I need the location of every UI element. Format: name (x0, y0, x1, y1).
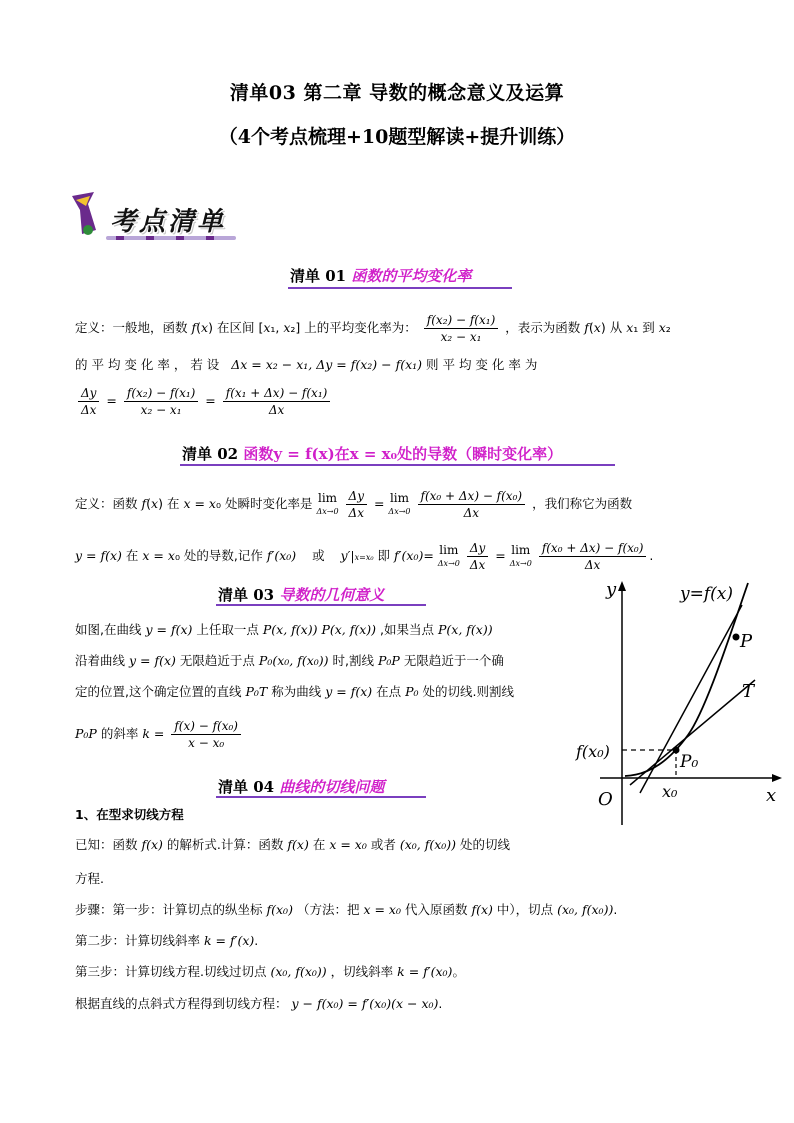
curve-label: y=f(x) (680, 584, 733, 604)
s3-line1: 如图,在曲线 y = f(x) 上任取一点 P(x, f(x)) P(x, f(x)) ,如果当点 P(x, f(x)) (75, 622, 493, 637)
section-heading-3 (218, 584, 384, 605)
s4-line1: 已知：函数 f(x) 的解析式.计算：函数 f(x) 在 x = x₀ 或者 (x₀, f(x₀)) 处的切线 (75, 837, 511, 852)
s4-line6: 根据直线的点斜式方程得到切线方程： y − f(x₀) = f′(x₀)(x − x₀). (75, 996, 443, 1011)
section-number: 清单 04 (218, 778, 275, 796)
s1-formula: $\frac{\Delta y}{\Delta x}$ = $\frac{\text{f(x₂) − f(x₁)}}{\text{x₂ − x₁}}$ = $\frac{\text{f(x₁ + Δx) − f(x₁)}}{\Delta x}$ (75, 385, 333, 418)
section-underline (216, 604, 426, 606)
s4-subheading: 1、在型求切线方程 (75, 807, 184, 822)
page-title: 清单03 第二章 导数的概念意义及运算 (229, 82, 565, 104)
s4-line3: 步骤：第一步：计算切点的纵坐标 f(x₀) （方法：把 x = x₀ 代入原函数 f(x) 中），切点 (x₀, f(x₀)). (75, 902, 618, 917)
section-heading-2 (182, 443, 562, 464)
section-number: 清单 03 (218, 586, 275, 604)
x-axis-label: x (766, 785, 777, 806)
section-heading-1 (290, 265, 471, 286)
s4-line4: 第二步：计算切线斜率 k = f′(x). (75, 933, 259, 948)
s3-line3: 定的位置,这个确定位置的直线 P₀T 称为曲线 y = f(x) 在点 P₀ 处的切线.则割线 (75, 684, 515, 699)
fx0-label: f(x₀) (576, 742, 610, 761)
s3-line2: 沿着曲线 y = f(x) 无限趋近于点 P₀(x₀, f(x₀)) 时,割线 P₀P 无限趋近于一个确 (75, 653, 504, 668)
section-underline (288, 287, 512, 289)
s2-line1: 定义：函数 f(x) 在 x = x₀ 处瞬时变化率是 lim Δx→0 $\frac{\Delta y}{\Delta x}$ = lim Δx→0 $\frac{\text{f(x₀ + Δx) − f(x₀)}}{\Delta x}$ ，我们称它为函数 (75, 489, 633, 520)
banner-label: 考点清单 (110, 207, 227, 237)
s1-line2: 的 平 均 变 化 率 ， 若 设 Δx = x₂ − x₁, Δy = f(x₂) − f(x₁) 则 平 均 变 化 率 为 (75, 357, 538, 372)
s1-line1: 定义：一般地，函数 f(x) 在区间 [x₁, x₂] 上的平均变化率为： $\frac{\text{f(x₂) − f(x₁)}}{\text{x₂ − x₁}}$ ，表示为函数 f(x) 从 x₁ 到 x₂ (75, 313, 671, 344)
section-name: 函数y = f(x)在x = x₀处的导数（瞬时变化率） (243, 445, 563, 463)
s2-line2: y = f(x) 在 x = x₀ 处的导数,记作 f′(x₀) 或 y′|x=x₀ 即 f′(x₀)= lim Δx→0 $\frac{\Delta y}{\Delta x}$ = lim Δx→0 $\frac{\text{f(x₀ + Δx) − f(x₀)}}{\Delta x}$ . (75, 541, 654, 572)
x0-label: x₀ (662, 782, 678, 801)
section-underline (180, 464, 615, 466)
s3-line4: P₀P 的斜率 k = $\frac{\text{f(x) − f(x₀)}}{\text{x − x₀}}$ (75, 718, 244, 751)
tangent-graph (570, 575, 785, 835)
section-heading-4 (218, 776, 384, 797)
section-name: 导数的几何意义 (279, 586, 385, 604)
s4-line5: 第三步：计算切线方程.切线过切点 (x₀, f(x₀)) ，切线斜率 k = f′(x₀)。 (75, 964, 465, 979)
point-p0-label: P₀ (680, 752, 699, 772)
section-name: 函数的平均变化率 (351, 267, 472, 285)
point-t-label: T (742, 681, 755, 702)
section-number: 清单 01 (290, 267, 347, 285)
page-subtitle: （4个考点梳理+10题型解读+提升训练） (218, 126, 576, 148)
section-number: 清单 02 (182, 445, 239, 463)
point-p-label: P (740, 631, 753, 652)
y-axis-label: y (606, 579, 617, 600)
s4-line2: 方程. (75, 871, 104, 886)
section-name: 曲线的切线问题 (279, 778, 385, 796)
origin-label: O (598, 789, 613, 810)
section-underline (216, 796, 426, 798)
